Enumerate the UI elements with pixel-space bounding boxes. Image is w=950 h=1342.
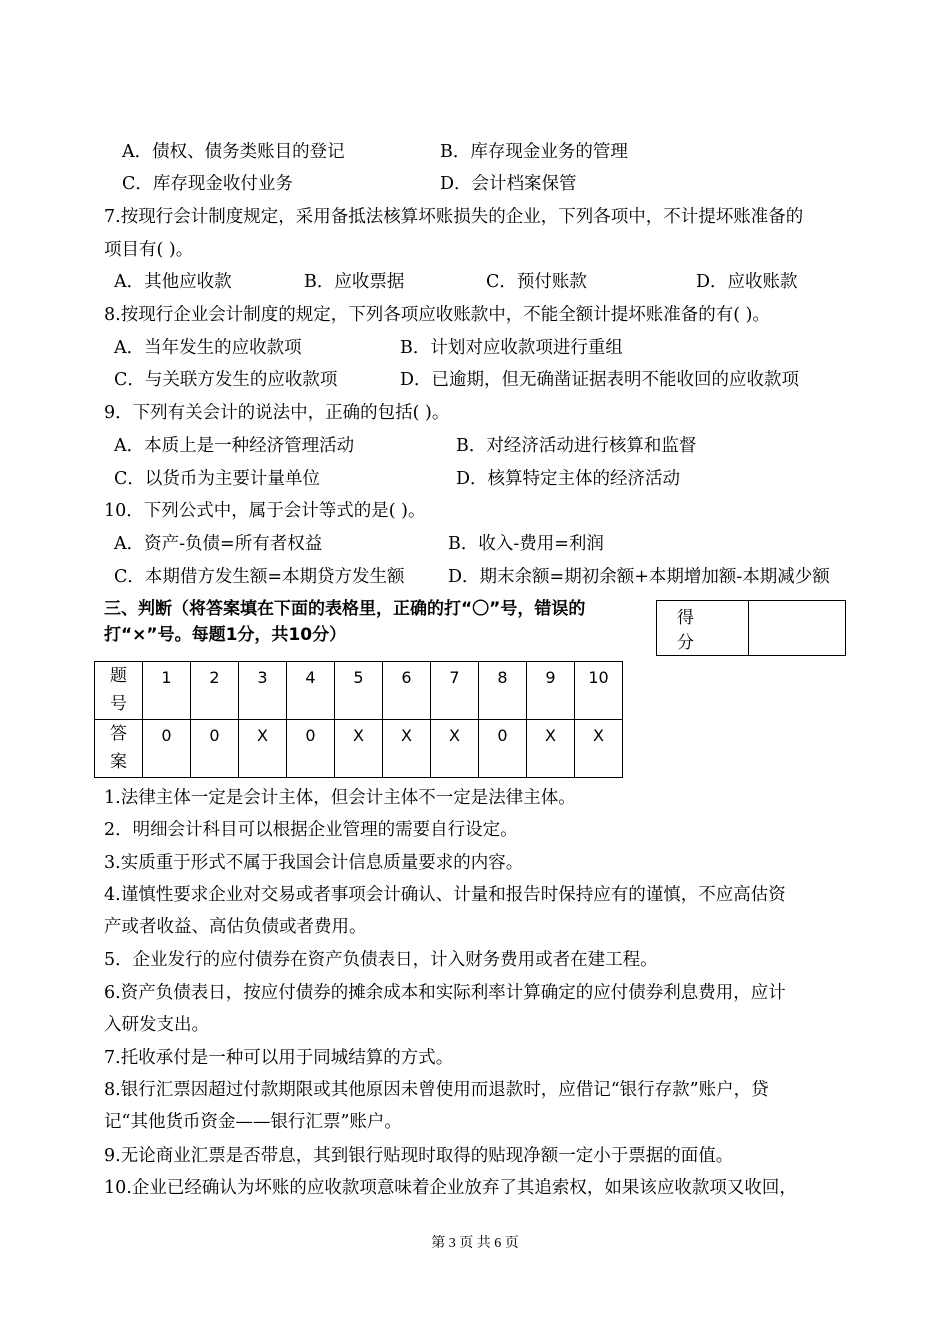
q10-option-d: D．期末余额=期初余额+本期增加额-本期减少额 xyxy=(448,567,830,587)
answer-cell[interactable]: X xyxy=(431,720,479,778)
statement-8-line2: 记“其他货币资金——银行汇票”账户。 xyxy=(104,1112,402,1132)
statement-3: 3.实质重于形式不属于我国会计信息质量要求的内容。 xyxy=(104,853,524,873)
statement-10: 10.企业已经确认为坏账的应收款项意味着企业放弃了其追索权，如果该应收款项又收回， xyxy=(104,1178,797,1198)
answer-cell[interactable]: 0 xyxy=(287,720,335,778)
question-number-cell: 9 xyxy=(527,662,575,720)
q7-option-b: B．应收票据 xyxy=(304,272,405,292)
question-number-cell: 6 xyxy=(383,662,431,720)
q6-option-d: D．会计档案保管 xyxy=(440,174,577,194)
statement-2: 2．明细会计科目可以根据企业管理的需要自行设定。 xyxy=(104,820,518,840)
question-number-cell: 2 xyxy=(191,662,239,720)
question-number-cell: 7 xyxy=(431,662,479,720)
q8-option-b: B．计划对应收款项进行重组 xyxy=(400,338,623,358)
q10-stem: 10．下列公式中，属于会计等式的是( )。 xyxy=(104,501,426,521)
statement-7: 7.托收承付是一种可以用于同城结算的方式。 xyxy=(104,1048,454,1068)
q7-stem-line2: 项目有( )。 xyxy=(104,240,194,260)
q7-stem-line1: 7.按现行会计制度规定，采用备抵法核算坏账损失的企业，下列各项中，不计提坏账准备的 xyxy=(104,207,804,227)
question-number-cell: 3 xyxy=(239,662,287,720)
q9-option-d: D．核算特定主体的经济活动 xyxy=(456,469,681,489)
question-number-cell: 4 xyxy=(287,662,335,720)
header-char: 案 xyxy=(110,752,127,772)
q9-option-c: C．以货币为主要计量单位 xyxy=(114,469,320,489)
question-number-cell: 10 xyxy=(575,662,623,720)
header-char: 题 xyxy=(110,666,127,686)
statement-4-line1: 4.谨慎性要求企业对交易或者事项会计确认、计量和报告时保持应有的谨慎，不应高估资 xyxy=(104,885,786,905)
q9-option-a: A．本质上是一种经济管理活动 xyxy=(114,436,355,456)
answer-cell[interactable]: X xyxy=(335,720,383,778)
q8-option-c: C．与关联方发生的应收款项 xyxy=(114,370,338,390)
statement-6-line1: 6.资产负债表日，按应付债券的摊余成本和实际利率计算确定的应付债券利息费用，应计 xyxy=(104,983,786,1003)
statement-4-line2: 产或者收益、高估负债或者费用。 xyxy=(104,917,367,937)
question-number-cell: 5 xyxy=(335,662,383,720)
question-number-cell: 8 xyxy=(479,662,527,720)
answer-header xyxy=(95,720,143,778)
q7-option-a: A．其他应收款 xyxy=(114,272,232,292)
q6-option-c: C．库存现金收付业务 xyxy=(122,174,293,194)
header-char: 号 xyxy=(110,694,127,714)
question-number-header xyxy=(95,662,143,720)
q7-option-d: D．应收账款 xyxy=(696,272,798,292)
section3-title-line1: 三、判断（将答案填在下面的表格里，正确的打“〇”号，错误的 xyxy=(104,599,586,619)
statement-9: 9.无论商业汇票是否带息，其到银行贴现时取得的贴现净额一定小于票据的面值。 xyxy=(104,1146,734,1166)
header-char: 答 xyxy=(110,724,127,744)
question-number-cell: 1 xyxy=(143,662,191,720)
answer-cell[interactable]: X xyxy=(383,720,431,778)
q6-option-a: A．债权、债务类账目的登记 xyxy=(122,142,345,162)
q8-stem: 8.按现行企业会计制度的规定，下列各项应收账款中，不能全额计提坏账准备的有( )。 xyxy=(104,305,770,325)
answer-table xyxy=(94,661,623,778)
statement-1: 1.法律主体一定是会计主体，但会计主体不一定是法律主体。 xyxy=(104,788,576,808)
answer-cell[interactable]: X xyxy=(239,720,287,778)
section3-title-line2: 打“×”号。每题1分，共10分） xyxy=(104,625,347,645)
q9-stem: 9．下列有关会计的说法中，正确的包括( )。 xyxy=(104,403,450,423)
q10-option-a: A．资产-负债=所有者权益 xyxy=(114,534,323,554)
answer-cell[interactable]: 0 xyxy=(191,720,239,778)
answer-cell[interactable]: 0 xyxy=(479,720,527,778)
statement-8-line1: 8.银行汇票因超过付款期限或其他原因未曾使用而退款时，应借记“银行存款”账户，贷 xyxy=(104,1080,769,1100)
score-box xyxy=(656,600,846,656)
score-label: 得分 xyxy=(657,601,749,655)
answer-cell[interactable]: 0 xyxy=(143,720,191,778)
q9-option-b: B．对经济活动进行核算和监督 xyxy=(456,436,697,456)
q6-option-b: B．库存现金业务的管理 xyxy=(440,142,628,162)
answer-cell[interactable]: X xyxy=(575,720,623,778)
question-number-row xyxy=(95,662,623,720)
page-footer: 第 3 页 共 6 页 xyxy=(431,1236,519,1251)
q10-option-b: B．收入-费用=利润 xyxy=(448,534,604,554)
q8-option-d: D．已逾期，但无确凿证据表明不能收回的应收款项 xyxy=(400,370,800,390)
answer-row xyxy=(95,720,623,778)
statement-5: 5．企业发行的应付债券在资产负债表日，计入财务费用或者在建工程。 xyxy=(104,950,658,970)
q8-option-a: A．当年发生的应收款项 xyxy=(114,338,302,358)
q10-option-c: C．本期借方发生额=本期贷方发生额 xyxy=(114,567,405,587)
statement-6-line2: 入研发支出。 xyxy=(104,1015,209,1035)
answer-cell[interactable]: X xyxy=(527,720,575,778)
q7-option-c: C．预付账款 xyxy=(486,272,587,292)
